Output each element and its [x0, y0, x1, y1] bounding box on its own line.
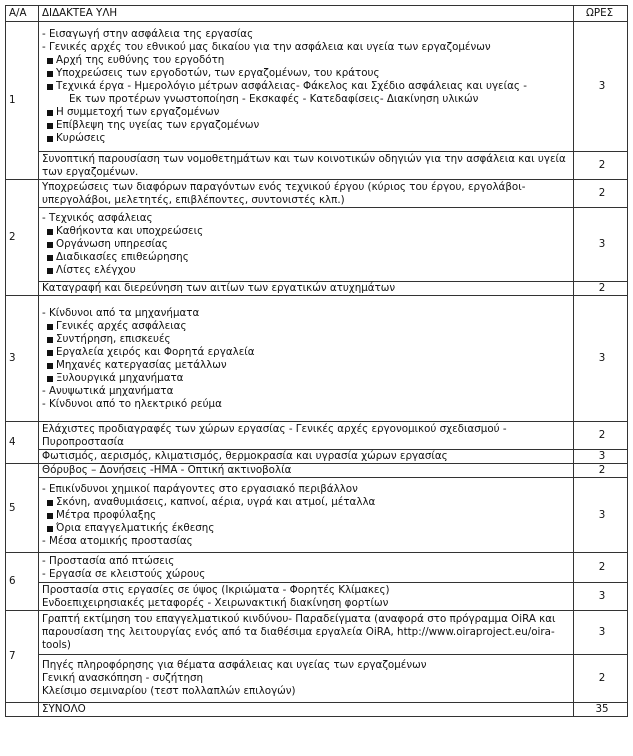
bullet-item: Τεχνικά έργα - Ημερολόγιο μέτρων ασφάλειας- Φάκελος και Σχέδιο ασφάλειας και υγείας - — [42, 80, 573, 93]
bullet-item: Όρια επαγγελματικής έκθεσης — [42, 522, 573, 535]
table-row — [6, 464, 628, 478]
table-row — [6, 208, 628, 282]
hours-cell: 2 — [574, 152, 628, 180]
group-number: 1 — [6, 22, 39, 180]
hours-cell: 2 — [574, 553, 628, 583]
group-number: 6 — [6, 553, 39, 611]
subject-line: Προστασία στις εργασίες σε ύψος (Ικριώματα - Φορητές Κλίμακες) — [42, 583, 390, 596]
curriculum-table — [5, 5, 628, 717]
hours-cell: 2 — [574, 180, 628, 208]
subject-cell — [39, 583, 574, 611]
bullet-item: Ξυλουργικά μηχανήματα — [42, 372, 573, 385]
table-row — [6, 611, 628, 655]
subject-line: - Κίνδυνοι από τα μηχανήματα — [42, 306, 200, 319]
group-number: 3 — [6, 296, 39, 422]
bullet-item: Μηχανές κατεργασίας μετάλλων — [42, 359, 573, 372]
bullet-item: Γενικές αρχές ασφάλειας — [42, 320, 573, 333]
subject-line: - Προστασία από πτώσεις — [42, 554, 175, 567]
subject-line: - Κίνδυνοι από το ηλεκτρικό ρεύμα — [42, 397, 222, 410]
subject-line: - Ανυψωτικά μηχανήματα — [42, 384, 174, 397]
bullet-item: Κυρώσεις — [42, 132, 573, 145]
table-row — [6, 296, 628, 422]
bullet-item: Εργαλεία χειρός και Φορητά εργαλεία — [42, 346, 573, 359]
table-row — [6, 583, 628, 611]
total-row — [6, 703, 628, 717]
subject-line: Πηγές πληροφόρησης για θέματα ασφάλειας και υγείας των εργαζομένων — [42, 659, 427, 671]
subject-line: Κλείσιμο σεμιναρίου (τεστ πολλαπλών επιλογών) — [42, 685, 296, 697]
bullet-item: Υποχρεώσεις των εργοδοτών, των εργαζομένων, του κράτους — [42, 67, 573, 80]
group-number: 4 — [6, 422, 39, 464]
bullet-item: Διαδικασίες επιθεώρησης — [42, 251, 573, 264]
bullet-item: Αρχή της ευθύνης του εργοδότη — [42, 54, 573, 67]
subject-cell: Συνοπτική παρουσίαση των νομοθετημάτων και των κοινοτικών οδηγιών για την ασφάλεια και υγεία των εργαζομένων. — [39, 152, 574, 180]
table-row — [6, 180, 628, 208]
table-row — [6, 422, 628, 450]
total-label: ΣΥΝΟΛΟ — [39, 703, 574, 717]
bullet-item: Σκόνη, αναθυμιάσεις, καπνοί, αέρια, υγρά και ατμοί, μέταλλα — [42, 496, 573, 509]
group-number: 5 — [6, 464, 39, 553]
bullet-item: Η συμμετοχή των εργαζομένων — [42, 106, 573, 119]
subject-cell — [39, 478, 574, 553]
subject-cell: Γραπτή εκτίμηση του επαγγελματικού κινδύνου- Παραδείγματα (αναφορά στο πρόγραμμα OiRA και παρουσίαση της λειτουργίας ενός από τα διαθέσιμα εργαλεία OiRA, http://www.oiraproject.eu/oira-tools) — [39, 611, 574, 655]
hours-cell: 2 — [574, 282, 628, 296]
hours-cell: 3 — [574, 450, 628, 464]
subject-line: Εκ των προτέρων γνωστοποίηση - Εκσκαφές - Κατεδαφίσεις- Διακίνηση υλικών — [69, 93, 479, 105]
subject-line: Ενδοεπιχειρησιακές μεταφορές - Χειρωνακτική διακίνηση φορτίων — [42, 596, 389, 609]
group-number: 2 — [6, 180, 39, 296]
total-empty-cell — [6, 703, 39, 717]
bullet-item: Οργάνωση υπηρεσίας — [42, 238, 573, 251]
table-row — [6, 22, 628, 152]
header-row — [6, 6, 628, 22]
table-row — [6, 282, 628, 296]
bullet-item: Καθήκοντα και υποχρεώσεις — [42, 225, 573, 238]
header-subject: ΔΙΔΑΚΤΕΑ ΥΛΗ — [39, 6, 574, 22]
header-aa: Α/Α — [6, 6, 39, 22]
subject-cell — [39, 655, 574, 703]
subject-line: - Εισαγωγή στην ασφάλεια της εργασίας — [42, 28, 254, 40]
subject-line: - Γενικές αρχές του εθνικού μας δικαίου για την ασφάλεια και υγεία των εργαζομένων — [42, 41, 491, 53]
hours-cell: 3 — [574, 583, 628, 611]
subject-cell: Καταγραφή και διερεύνηση των αιτίων των εργατικών ατυχημάτων — [39, 282, 574, 296]
bullet-item: Επίβλεψη της υγείας των εργαζομένων — [42, 119, 573, 132]
total-hours: 35 — [574, 703, 628, 717]
subject-cell — [39, 296, 574, 422]
group-number: 7 — [6, 611, 39, 703]
subject-line: - Επικίνδυνοι χημικοί παράγοντες στο εργασιακό περιβάλλον — [42, 482, 358, 495]
hours-cell: 3 — [574, 478, 628, 553]
subject-cell: Θόρυβος – Δονήσεις -ΗΜΑ - Οπτική ακτινοβολία — [39, 464, 574, 478]
hours-cell: 3 — [574, 22, 628, 152]
table-row — [6, 450, 628, 464]
bullet-item: Μέτρα προφύλαξης — [42, 509, 573, 522]
subject-cell — [39, 553, 574, 583]
bullet-item: Συντήρηση, επισκευές — [42, 333, 573, 346]
hours-cell: 2 — [574, 464, 628, 478]
bullet-item: Λίστες ελέγχου — [42, 264, 573, 277]
subject-cell: Ελάχιστες προδιαγραφές των χώρων εργασίας - Γενικές αρχές εργονομικού σχεδιασμού - Πυροπροστασία — [39, 422, 574, 450]
table-row — [6, 655, 628, 703]
hours-cell: 2 — [574, 655, 628, 703]
subject-line: - Τεχνικός ασφάλειας — [42, 212, 153, 224]
hours-cell: 2 — [574, 422, 628, 450]
hours-cell: 3 — [574, 296, 628, 422]
subject-line: - Εργασία σε κλειστούς χώρους — [42, 567, 206, 580]
hours-cell: 3 — [574, 611, 628, 655]
table-row — [6, 478, 628, 553]
subject-line: - Μέσα ατομικής προστασίας — [42, 534, 193, 547]
subject-cell: Υποχρεώσεις των διαφόρων παραγόντων ενός τεχνικού έργου (κύριος του έργου, εργολάβοι-υπεργολάβοι, μελετητές, επιβλέποντες, συντονιστές κλπ.) — [39, 180, 574, 208]
subject-cell: Φωτισμός, αερισμός, κλιματισμός, θερμοκρασία και υγρασία χώρων εργασίας — [39, 450, 574, 464]
subject-cell — [39, 22, 574, 152]
table-row — [6, 553, 628, 583]
header-hours: ΩΡΕΣ — [574, 6, 628, 22]
hours-cell: 3 — [574, 208, 628, 282]
subject-cell — [39, 208, 574, 282]
table-row — [6, 152, 628, 180]
subject-line: Γενική ανασκόπηση - συζήτηση — [42, 672, 204, 684]
